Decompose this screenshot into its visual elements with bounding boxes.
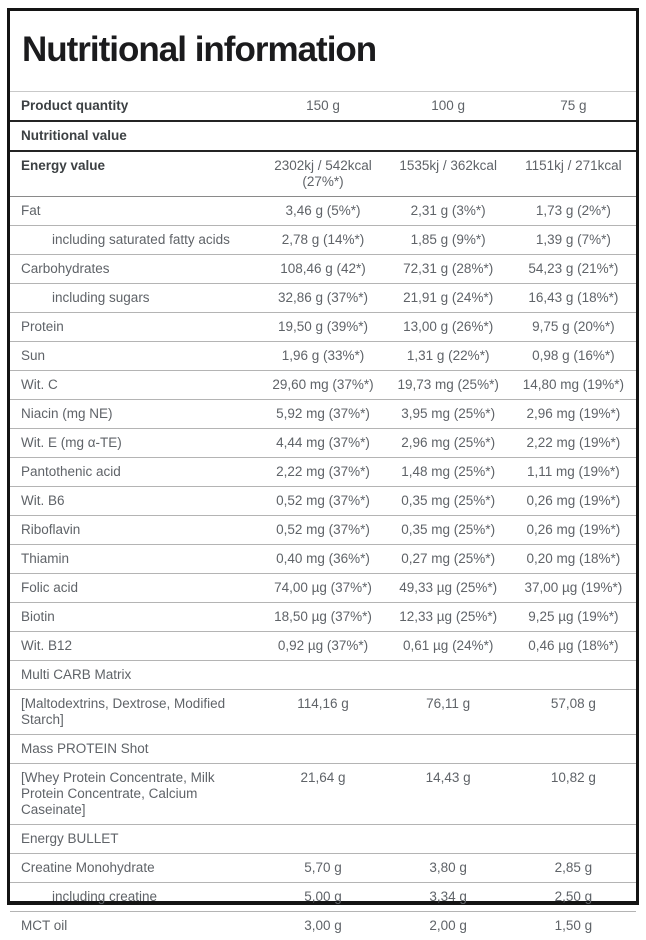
row-value: 2302kj / 542kcal (27%*) xyxy=(274,158,372,189)
row-value: 1,31 g (22%*) xyxy=(406,348,490,363)
row-value: 2,31 g (3%*) xyxy=(410,203,486,218)
row-value: 0,52 mg (37%*) xyxy=(276,522,370,537)
row-value: 3,34 g xyxy=(429,889,467,904)
row-label: Wit. B6 xyxy=(21,493,65,508)
row-value: 0,27 mg (25%*) xyxy=(401,551,496,566)
row-value: 0,40 mg (36%*) xyxy=(276,551,370,566)
product-quantity-label: Product quantity xyxy=(21,98,129,113)
table-row xyxy=(10,341,636,370)
row-label: Multi CARB Matrix xyxy=(21,667,132,682)
row-label: Wit. C xyxy=(21,377,58,392)
table-row xyxy=(10,660,636,689)
row-value: 0,35 mg (25%*) xyxy=(401,493,496,508)
table-row xyxy=(10,399,636,428)
row-value: 2,22 mg (37%*) xyxy=(276,464,370,479)
row-label: Mass PROTEIN Shot xyxy=(21,741,149,756)
row-value: 54,23 g (21%*) xyxy=(528,261,619,276)
table-row xyxy=(10,486,636,515)
row-value: 2,78 g (14%*) xyxy=(281,232,365,247)
row-label: Energy value xyxy=(21,158,106,173)
row-label: Creatine Monohydrate xyxy=(21,860,155,875)
column-header-150g: 150 g xyxy=(306,98,340,113)
table-row xyxy=(10,853,636,882)
table-row xyxy=(10,196,636,225)
column-header-75g: 75 g xyxy=(560,98,587,113)
row-value: 1,96 g (33%*) xyxy=(281,348,365,363)
table-row xyxy=(10,312,636,341)
row-value: 0,20 mg (18%*) xyxy=(526,551,621,566)
row-value: 0,26 mg (19%*) xyxy=(526,522,621,537)
row-value: 2,22 mg (19%*) xyxy=(526,435,621,450)
row-label: Wit. E (mg α-TE) xyxy=(21,435,122,450)
row-value: 32,86 g (37%*) xyxy=(277,290,369,305)
row-value: 0,52 mg (37%*) xyxy=(276,493,370,508)
row-value: 74,00 µg (37%*) xyxy=(274,580,372,595)
row-value: 4,44 mg (37%*) xyxy=(276,435,370,450)
row-value: 3,00 g xyxy=(304,918,342,933)
row-value: 76,11 g xyxy=(426,696,471,711)
row-value: 2,96 mg (25%*) xyxy=(401,435,496,450)
row-value: 3,46 g (5%*) xyxy=(285,203,361,218)
row-value: 2,85 g xyxy=(554,860,593,875)
row-value: 29,60 mg (37%*) xyxy=(272,377,374,392)
row-label: Carbohydrates xyxy=(21,261,110,276)
row-value: 49,33 µg (25%*) xyxy=(399,580,498,595)
row-value: 2,50 g xyxy=(554,889,593,904)
row-value: 1,50 g xyxy=(554,918,593,933)
row-label: Riboflavin xyxy=(21,522,81,537)
row-label: Nutritional value xyxy=(21,128,127,143)
row-value: 16,43 g (18%*) xyxy=(528,290,619,305)
row-label: Energy BULLET xyxy=(21,831,119,846)
row-value: 0,98 g (16%*) xyxy=(532,348,615,363)
product-quantity-row xyxy=(10,92,636,122)
row-value: 114,16 g xyxy=(297,696,349,711)
row-label: Biotin xyxy=(21,609,55,624)
row-label: Pantothenic acid xyxy=(21,464,121,479)
row-label: including saturated fatty acids xyxy=(52,232,230,247)
row-value: 19,50 g (39%*) xyxy=(277,319,369,334)
table-row xyxy=(10,370,636,399)
row-value: 14,80 mg (19%*) xyxy=(522,377,625,392)
row-value: 18,50 µg (37%*) xyxy=(274,609,372,624)
row-value: 13,00 g (26%*) xyxy=(403,319,494,334)
table-row xyxy=(10,150,636,196)
row-label: including sugars xyxy=(52,290,150,305)
row-label: MCT oil xyxy=(21,918,68,933)
row-value: 21,91 g (24%*) xyxy=(403,290,494,305)
row-value: 37,00 µg (19%*) xyxy=(524,580,623,595)
row-value: 5,70 g xyxy=(304,860,342,875)
row-value: 1,73 g (2%*) xyxy=(535,203,611,218)
table-row xyxy=(10,225,636,254)
row-value: 12,33 µg (25%*) xyxy=(399,609,498,624)
row-label: Protein xyxy=(21,319,64,334)
row-value: 0,61 µg (24%*) xyxy=(403,638,494,653)
row-label: Thiamin xyxy=(21,551,70,566)
table-row xyxy=(10,573,636,602)
row-value: 9,25 µg (19%*) xyxy=(528,609,619,624)
table-title-block xyxy=(10,11,636,92)
row-value: 108,46 g (42*) xyxy=(280,261,366,276)
table-row xyxy=(10,254,636,283)
row-value: 1151kj / 271kcal xyxy=(525,158,622,173)
row-value: 21,64 g xyxy=(300,770,346,785)
row-label: Sun xyxy=(21,348,46,363)
table-row xyxy=(10,122,636,150)
row-value: 10,82 g xyxy=(550,770,596,785)
table-title: Nutritional information xyxy=(22,30,377,69)
row-label: Niacin (mg NE) xyxy=(21,406,113,421)
row-value: 1535kj / 362kcal xyxy=(399,158,497,173)
row-value: 1,11 mg (19%*) xyxy=(526,464,620,479)
row-label: Wit. B12 xyxy=(21,638,73,653)
table-row xyxy=(10,824,636,853)
row-value: 9,75 g (20%*) xyxy=(532,319,615,334)
table-row xyxy=(10,515,636,544)
row-value: 1,48 mg (25%*) xyxy=(401,464,496,479)
row-value: 5,00 g xyxy=(304,889,342,904)
row-value: 0,92 µg (37%*) xyxy=(277,638,369,653)
row-value: 2,96 mg (19%*) xyxy=(526,406,621,421)
row-label: Fat xyxy=(21,203,41,218)
table-row xyxy=(10,631,636,660)
table-row xyxy=(10,734,636,763)
row-value: 72,31 g (28%*) xyxy=(403,261,494,276)
row-label: [Maltodextrins, Dextrose, Modified Starch] xyxy=(21,696,226,727)
table-body xyxy=(10,122,636,940)
row-value: 3,80 g xyxy=(429,860,467,875)
row-label: including creatine xyxy=(52,889,158,904)
row-value: 5,92 mg (37%*) xyxy=(276,406,370,421)
table-row xyxy=(10,544,636,573)
row-value: 57,08 g xyxy=(550,696,596,711)
table-row xyxy=(10,283,636,312)
row-value: 1,39 g (7%*) xyxy=(535,232,611,247)
table-row xyxy=(10,602,636,631)
nutrition-table xyxy=(7,8,639,933)
table-row xyxy=(10,911,636,940)
table-row xyxy=(10,428,636,457)
row-value: 0,46 µg (18%*) xyxy=(528,638,619,653)
table-row xyxy=(10,689,636,734)
row-value: 19,73 mg (25%*) xyxy=(397,377,499,392)
row-value: 0,26 mg (19%*) xyxy=(526,493,621,508)
row-value: 0,35 mg (25%*) xyxy=(401,522,496,537)
row-value: 1,85 g (9%*) xyxy=(410,232,486,247)
row-value: 14,43 g xyxy=(425,770,471,785)
row-label: Folic acid xyxy=(21,580,79,595)
row-label: [Whey Protein Concentrate, Milk Protein Concentrate, Calcium Caseinate] xyxy=(21,770,215,817)
table-row xyxy=(10,882,636,911)
row-value: 3,95 mg (25%*) xyxy=(401,406,496,421)
row-value: 2,00 g xyxy=(429,918,467,933)
table-row xyxy=(10,763,636,824)
table-row xyxy=(10,457,636,486)
column-header-100g: 100 g xyxy=(431,98,466,113)
